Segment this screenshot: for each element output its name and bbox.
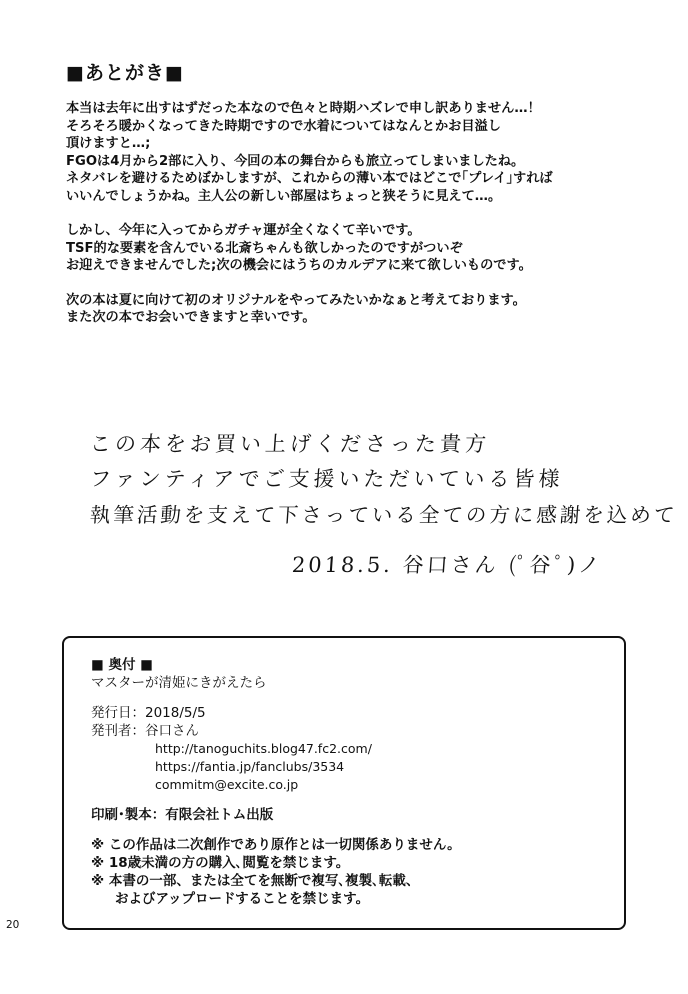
blog-link[interactable]: http://tanoguchits.blog47.fc2.com/ bbox=[155, 741, 372, 756]
afterword-line: 次の本は夏に向けて初のオリジナルをやってみたいかなぁと考えております。 bbox=[66, 292, 526, 308]
afterword-line: 本当は去年に出すはずだった本なので色々と時期ハズレで申し訳ありません…！ bbox=[66, 101, 541, 116]
handwritten-signature: 2018.5. 谷口さん (ﾟ谷ﾟ)ノ bbox=[291, 553, 604, 577]
notice-line: ※ この作品は二次創作であり原作とは一切関係ありません。 bbox=[91, 837, 461, 853]
paragraph-gap bbox=[66, 205, 656, 222]
handwritten-thanks-line-1: この本をお買い上げくださった貴方 bbox=[89, 432, 491, 456]
handwritten-thanks-line-3: 執筆活動を支えて下さっている全ての方に感謝を込めて bbox=[89, 503, 679, 527]
afterword-line: 頂けますと…; bbox=[66, 136, 151, 151]
colophon-content bbox=[91, 656, 614, 908]
paragraph-gap bbox=[66, 275, 656, 292]
page-number: 20 bbox=[6, 919, 20, 931]
fantia-link[interactable]: https://fantia.jp/fanclubs/3534 bbox=[155, 759, 345, 774]
notice-line: ※ 18歳未満の方の購入､閲覧を禁じます。 bbox=[91, 855, 350, 871]
notice-line: ※ 本書の一部、または全てを無断で複写､複製､転載、 bbox=[91, 873, 420, 889]
publish-date: 発行日：2018/5/5 bbox=[91, 705, 206, 721]
afterword-line: しかし、今年に入ってからガチャ運が全くなくて辛いです。 bbox=[66, 223, 421, 238]
afterword-body bbox=[66, 100, 656, 327]
afterword-line: お迎えできませんでした;次の機会にはうちのカルデアに来て欲しいものです。 bbox=[66, 258, 532, 273]
afterword-title: ■あとがき■ bbox=[66, 62, 184, 84]
colophon-title: ■ 奥付 ■ bbox=[91, 657, 153, 673]
handwritten-thanks-line-2: ファンティアでご支援いただいている皆様 bbox=[89, 467, 565, 491]
publisher: 発刊者：谷口さん bbox=[91, 723, 199, 739]
book-title: マスターが清姫にきがえたら bbox=[91, 675, 267, 691]
email-link[interactable]: commitm@excite.co.jp bbox=[155, 777, 299, 792]
colophon-box bbox=[62, 636, 626, 930]
afterword-line: そろそろ暖かくなってきた時期ですので水着についてはなんとかお目溢し bbox=[66, 118, 501, 134]
notice-line: およびアップロードすることを禁じます。 bbox=[115, 891, 370, 907]
afterword-line: いいんでしょうかね。主人公の新しい部屋はちょっと狭そうに見えて…。 bbox=[66, 188, 502, 204]
afterword-line: FGOは4月から2部に入り、今回の本の舞台からも旅立ってしまいましたね。 bbox=[66, 153, 525, 169]
spacer bbox=[91, 794, 614, 806]
spacer bbox=[91, 824, 614, 836]
printer-info: 印刷･製本：有限会社トム出版 bbox=[91, 807, 274, 823]
spacer bbox=[91, 692, 614, 704]
afterword-line: ネタバレを避けるためぼかしますが、これからの薄い本ではどこで｢プレイ｣すれば bbox=[66, 171, 553, 186]
afterword-line: また次の本でお会いできますと幸いです。 bbox=[66, 310, 316, 325]
afterword-line: TSF的な要素を含んでいる北斎ちゃんも欲しかったのですがついぞ bbox=[66, 240, 463, 256]
